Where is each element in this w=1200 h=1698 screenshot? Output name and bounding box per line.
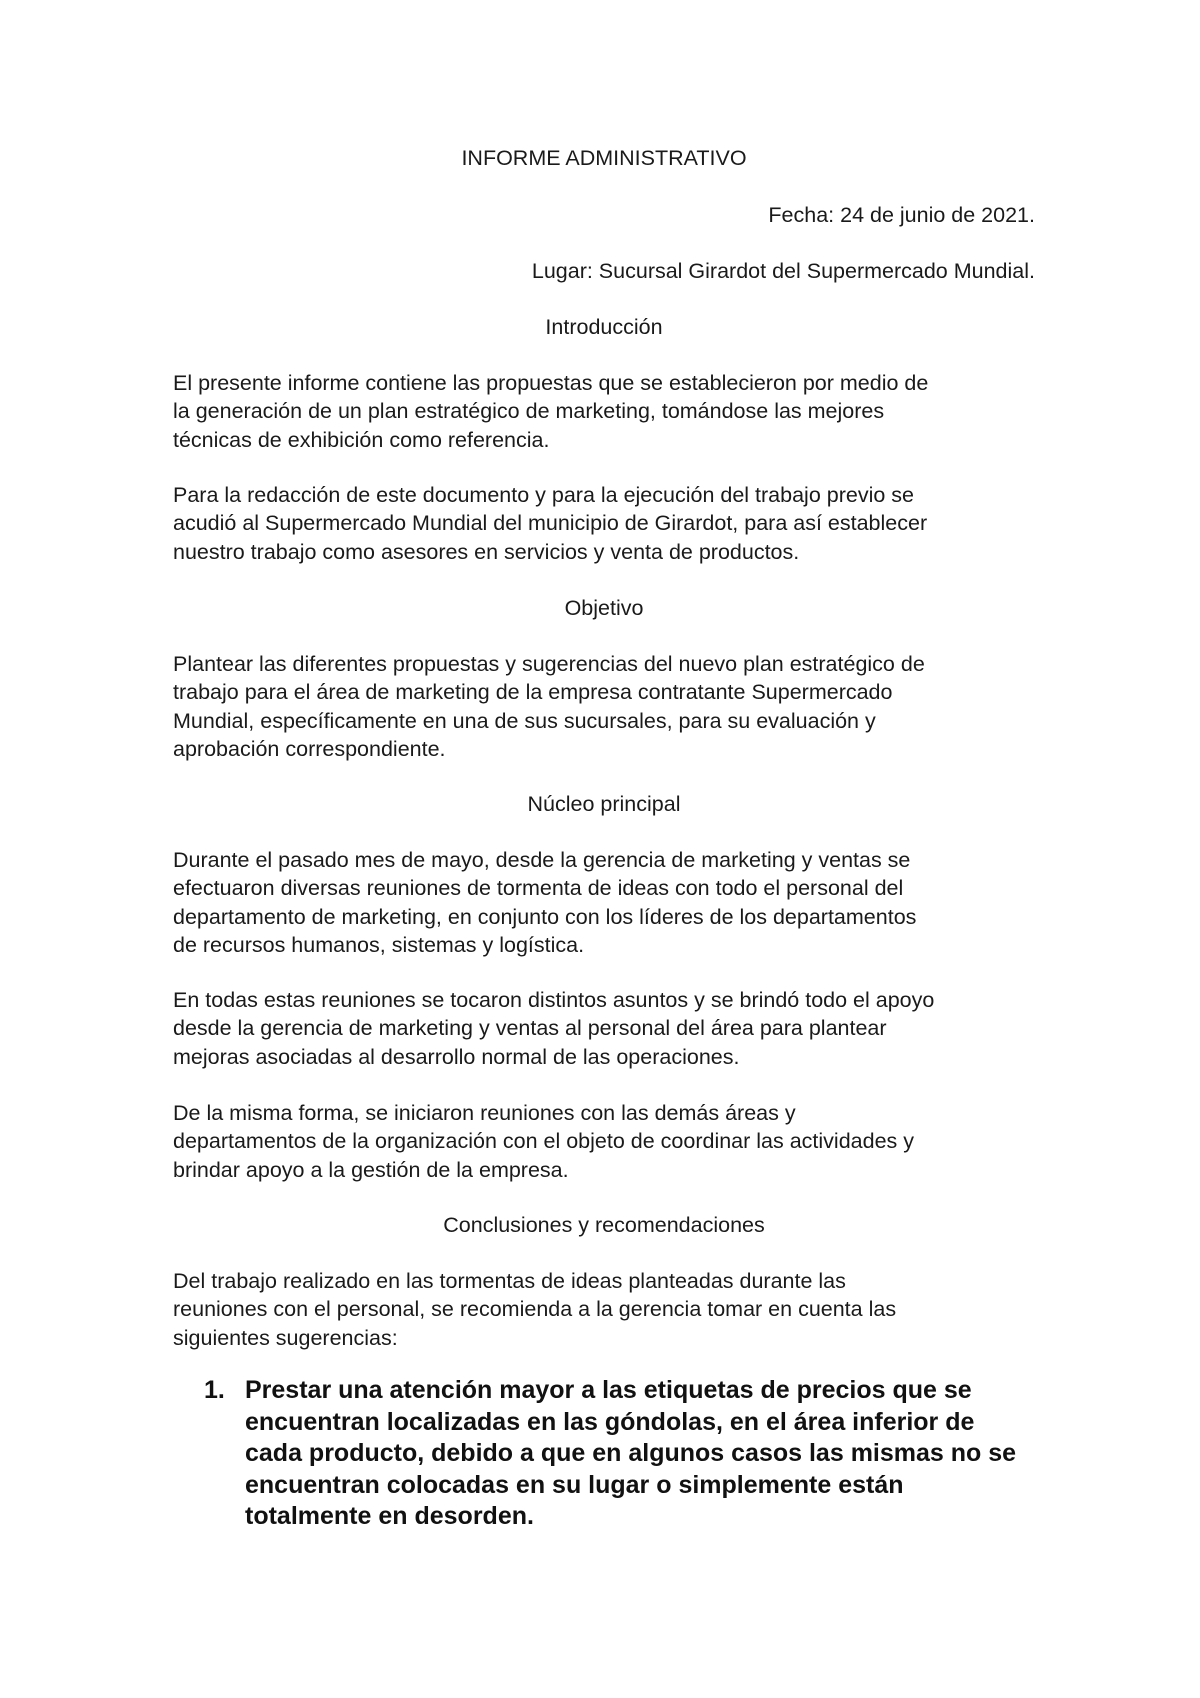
text-line: reuniones con el personal, se recomienda a la gerencia tomar en cuenta las [173, 1297, 897, 1322]
text-line: departamento de marketing, en conjunto con los líderes de los departamentos [173, 904, 917, 929]
text-line: Plantear las diferentes propuestas y sugerencias del nuevo plan estratégico de [173, 652, 925, 676]
paragraph-conclusions [173, 1267, 1053, 1352]
text-line: la generación de un plan estratégico de marketing, tomándose las mejores [173, 399, 885, 424]
text-line: encuentran localizadas en las góndolas, en el área inferior de [245, 1407, 975, 1436]
section-heading-core: Núcleo principal [527, 792, 681, 816]
text-line: Durante el pasado mes de mayo, desde la gerencia de marketing y ventas se [173, 848, 911, 872]
paragraph-intro-2 [173, 481, 1053, 566]
section-heading-conclusions: Conclusiones y recomendaciones [443, 1213, 765, 1237]
text-line: técnicas de exhibición como referencia. [173, 427, 550, 452]
text-line: El presente informe contiene las propuestas que se establecieron por medio de [173, 371, 929, 395]
paragraph-objective [173, 650, 1053, 763]
text-line: Mundial, específicamente en una de sus sucursales, para su evaluación y [173, 708, 876, 733]
section-heading-objective: Objetivo [564, 596, 644, 620]
text-line: desde la gerencia de marketing y ventas al personal del área para plantear [173, 1016, 887, 1041]
text-line: Para la redacción de este documento y para la ejecución del trabajo previo se [173, 483, 915, 507]
text-line: encuentran colocadas en su lugar o simplemente están [245, 1470, 904, 1499]
text-line: de recursos humanos, sistemas y logística. [173, 932, 585, 957]
text-line: departamentos de la organización con el objeto de coordinar las actividades y [173, 1129, 915, 1154]
text-line: mejoras asociadas al desarrollo normal de las operaciones. [173, 1044, 740, 1069]
document-place: Lugar: Sucursal Girardot del Supermercado Mundial. [531, 259, 1035, 283]
text-line: En todas estas reuniones se tocaron distintos asuntos y se brindó todo el apoyo [173, 988, 935, 1012]
text-line: brindar apoyo a la gestión de la empresa. [173, 1157, 569, 1182]
text-line: efectuaron diversas reuniones de tormenta de ideas con todo el personal del [173, 876, 904, 901]
text-line: Del trabajo realizado en las tormentas de ideas planteadas durante las [173, 1269, 846, 1293]
text-line: siguientes sugerencias: [173, 1325, 398, 1350]
paragraph-core-3 [173, 1099, 1053, 1184]
text-line: aprobación correspondiente. [173, 736, 446, 761]
section-heading-introduction: Introducción [545, 315, 663, 339]
text-line: trabajo para el área de marketing de la empresa contratante Supermercado [173, 680, 893, 705]
document-title: INFORME ADMINISTRATIVO [461, 146, 747, 170]
paragraph-core-2 [173, 986, 1053, 1071]
paragraph-intro-1 [173, 369, 1053, 454]
text-line: nuestro trabajo como asesores en servicios y venta de productos. [173, 539, 800, 564]
text-line: totalmente en desorden. [245, 1502, 534, 1530]
paragraph-core-1 [173, 846, 1053, 959]
list-item-number: 1. [204, 1376, 225, 1404]
list-item-text [245, 1375, 1016, 1533]
text-line: cada producto, debido a que en algunos casos las mismas no se [245, 1439, 1017, 1467]
text-line: De la misma forma, se iniciaron reuniones con las demás áreas y [173, 1101, 796, 1125]
text-line: Prestar una atención mayor a las etiquetas de precios que se [245, 1376, 972, 1404]
text-line: acudió al Supermercado Mundial del municipio de Girardot, para así establecer [173, 511, 928, 536]
document-date: Fecha: 24 de junio de 2021. [768, 203, 1035, 227]
